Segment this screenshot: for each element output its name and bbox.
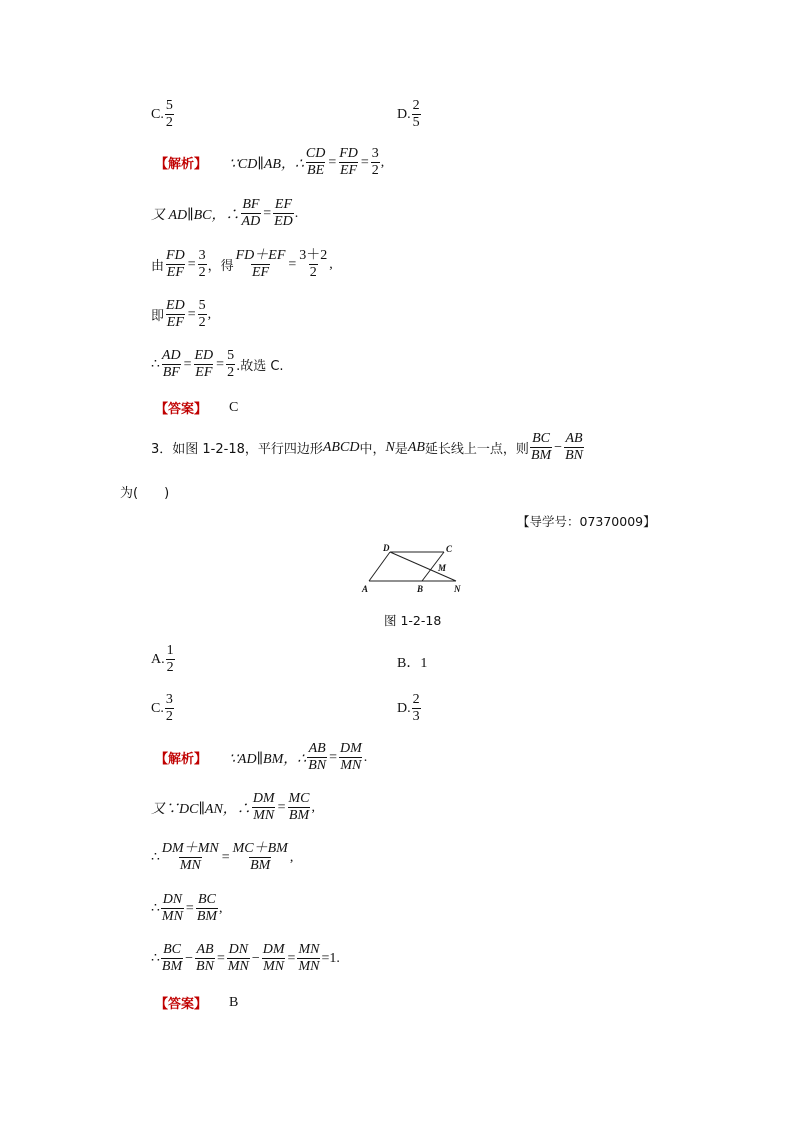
equals: = <box>187 306 196 322</box>
label-b: B <box>417 584 424 594</box>
fraction: $\frac{MN}{MN}$ <box>298 942 320 974</box>
question-3-stem-line-2: 为( ) <box>120 486 170 501</box>
text: 由 <box>151 259 165 274</box>
text: 又 AD∥BC，∴ <box>151 207 240 223</box>
fraction: $\frac{AD}{BF}$ <box>161 348 181 380</box>
fraction: $\frac{DM}{MN}$ <box>339 741 362 773</box>
solution-3-line-3 <box>151 841 293 874</box>
minus: − <box>554 439 563 455</box>
option-label: A. <box>151 651 165 667</box>
fraction: $\frac{5}{2}$ <box>198 298 206 330</box>
label-n: N <box>454 584 461 594</box>
prev-option-c <box>151 98 175 131</box>
fraction: $\frac{DM}{MN}$ <box>262 942 285 974</box>
fraction: $\frac{FD}{EF}$ <box>339 146 358 178</box>
fraction: $\frac{MC+BM}{BM}$ <box>232 841 288 873</box>
fraction: $\frac{CD}{BE}$ <box>305 146 326 178</box>
punct: , <box>380 154 385 170</box>
minus: − <box>185 950 194 966</box>
equals: = <box>183 356 192 372</box>
text: ∵AD∥BM，∴ <box>229 751 307 767</box>
equals: = <box>216 950 225 966</box>
fraction: $\frac{3+2}{2}$ <box>299 248 328 280</box>
fraction: $\frac{5}{2}$ <box>227 348 235 380</box>
answer-tag: 【答案】 <box>155 997 208 1012</box>
solution-1-line-2 <box>151 197 298 230</box>
fraction: $\frac{1}{2}$ <box>166 643 174 675</box>
fraction: $\frac{DM+MN}{MN}$ <box>161 841 219 873</box>
fraction: $\frac{3}{2}$ <box>165 692 173 724</box>
equals: = <box>360 154 369 170</box>
segment-dn <box>390 552 456 581</box>
punct: , <box>289 849 294 865</box>
label-a: A <box>362 584 369 594</box>
punct: . <box>294 205 299 221</box>
fraction: $\frac{FD}{EF}$ <box>166 248 185 280</box>
equals: = <box>329 749 337 765</box>
question-3-stem <box>151 431 585 464</box>
text: ∵CD∥AB，∴ <box>229 156 304 172</box>
figure-caption: 图 1-2-18 <box>384 613 442 628</box>
guide-number: 【导学号：07370009】 <box>517 514 656 529</box>
text: 是 <box>394 442 408 457</box>
fraction: $\frac{BC}{BM}$ <box>196 892 218 924</box>
equals: = <box>187 256 196 272</box>
equals: = <box>185 900 194 916</box>
analysis-tag: 【解析】 <box>155 157 208 172</box>
option-a <box>151 643 176 676</box>
fraction: $\frac{MC}{BM}$ <box>288 791 310 823</box>
punct: , <box>311 799 315 815</box>
fraction: $\frac{AB}{BN}$ <box>565 431 583 463</box>
fraction: $\frac{FD+EF}{EF}$ <box>235 248 286 280</box>
text: 3．如图 1-2-18，平行四边形 <box>151 442 323 457</box>
text: ABCD <box>322 439 360 455</box>
text: ∴ <box>151 357 160 372</box>
punct: , <box>207 306 212 322</box>
fraction: $\frac{DN}{MN}$ <box>161 892 183 924</box>
fraction: $\frac{EF}{ED}$ <box>274 197 293 229</box>
option-b: B．1 <box>397 656 428 671</box>
text: AB <box>407 439 425 455</box>
solution-1-answer <box>155 398 238 417</box>
fraction: $\frac{ED}{EF}$ <box>194 348 214 380</box>
fraction: $\frac{AB}{BN}$ <box>196 942 214 974</box>
solution-1-line-3 <box>151 248 333 281</box>
option-label: C. <box>151 700 164 716</box>
fraction: $\frac{3}{2}$ <box>371 146 379 178</box>
equals: = <box>328 154 337 170</box>
solution-1-line-1 <box>155 146 384 179</box>
answer-value: B <box>229 994 239 1010</box>
text: 延长线上一点，则 <box>424 442 529 457</box>
text: ∴ <box>151 850 160 865</box>
equals: = <box>221 849 230 865</box>
analysis-tag: 【解析】 <box>155 752 208 767</box>
fraction: $\frac{ED}{EF}$ <box>166 298 185 330</box>
text: 即 <box>151 309 165 324</box>
text: 又∵DC∥AN，∴ <box>151 801 251 817</box>
prev-option-d <box>397 98 422 131</box>
label-c: C <box>446 544 453 554</box>
text: ∴ <box>151 951 160 966</box>
text: ，得 <box>207 259 234 274</box>
fraction: $\frac{2}{3}$ <box>412 692 420 724</box>
option-label: D. <box>397 106 411 122</box>
text: =1. <box>321 950 340 966</box>
fraction: $\frac{2}{5}$ <box>412 98 420 130</box>
punct: . <box>363 749 368 765</box>
option-label: D. <box>397 700 411 716</box>
fraction: $\frac{DM}{MN}$ <box>252 791 275 823</box>
equals: = <box>287 950 296 966</box>
solution-3-answer <box>155 993 238 1012</box>
equals: = <box>288 256 297 272</box>
punct: , <box>329 256 333 272</box>
text: .故选 C. <box>236 359 284 374</box>
solution-1-line-5 <box>151 348 284 381</box>
solution-3-line-1 <box>155 741 367 774</box>
minus: − <box>251 950 260 966</box>
solution-3-line-5 <box>151 942 340 975</box>
label-m: M <box>438 563 447 573</box>
text: 中， <box>359 442 386 457</box>
fraction: $\frac{DN}{MN}$ <box>227 942 249 974</box>
option-c <box>151 692 175 725</box>
option-label: C. <box>151 106 164 122</box>
fraction: $\frac{BC}{BM}$ <box>530 431 552 463</box>
fraction: $\frac{BF}{AD}$ <box>241 197 261 229</box>
fraction: $\frac{AB}{BN}$ <box>308 741 327 773</box>
text: ∴ <box>151 901 160 916</box>
answer-tag: 【答案】 <box>155 402 208 417</box>
fraction: $\frac{3}{2}$ <box>198 248 206 280</box>
segment-ad <box>369 552 390 581</box>
solution-3-line-4 <box>151 892 223 925</box>
answer-value: C <box>229 399 239 415</box>
equals: = <box>216 356 225 372</box>
option-d <box>397 692 422 725</box>
solution-3-line-2 <box>151 791 315 824</box>
fraction: $\frac{BC}{BM}$ <box>161 942 183 974</box>
parallelogram-figure <box>358 540 468 596</box>
text: N <box>385 439 395 455</box>
label-d: D <box>383 543 390 553</box>
punct: , <box>219 900 223 916</box>
fraction: $\frac{5}{2}$ <box>165 98 173 130</box>
equals: = <box>277 799 286 815</box>
solution-1-line-4 <box>151 298 211 331</box>
equals: = <box>263 205 272 221</box>
